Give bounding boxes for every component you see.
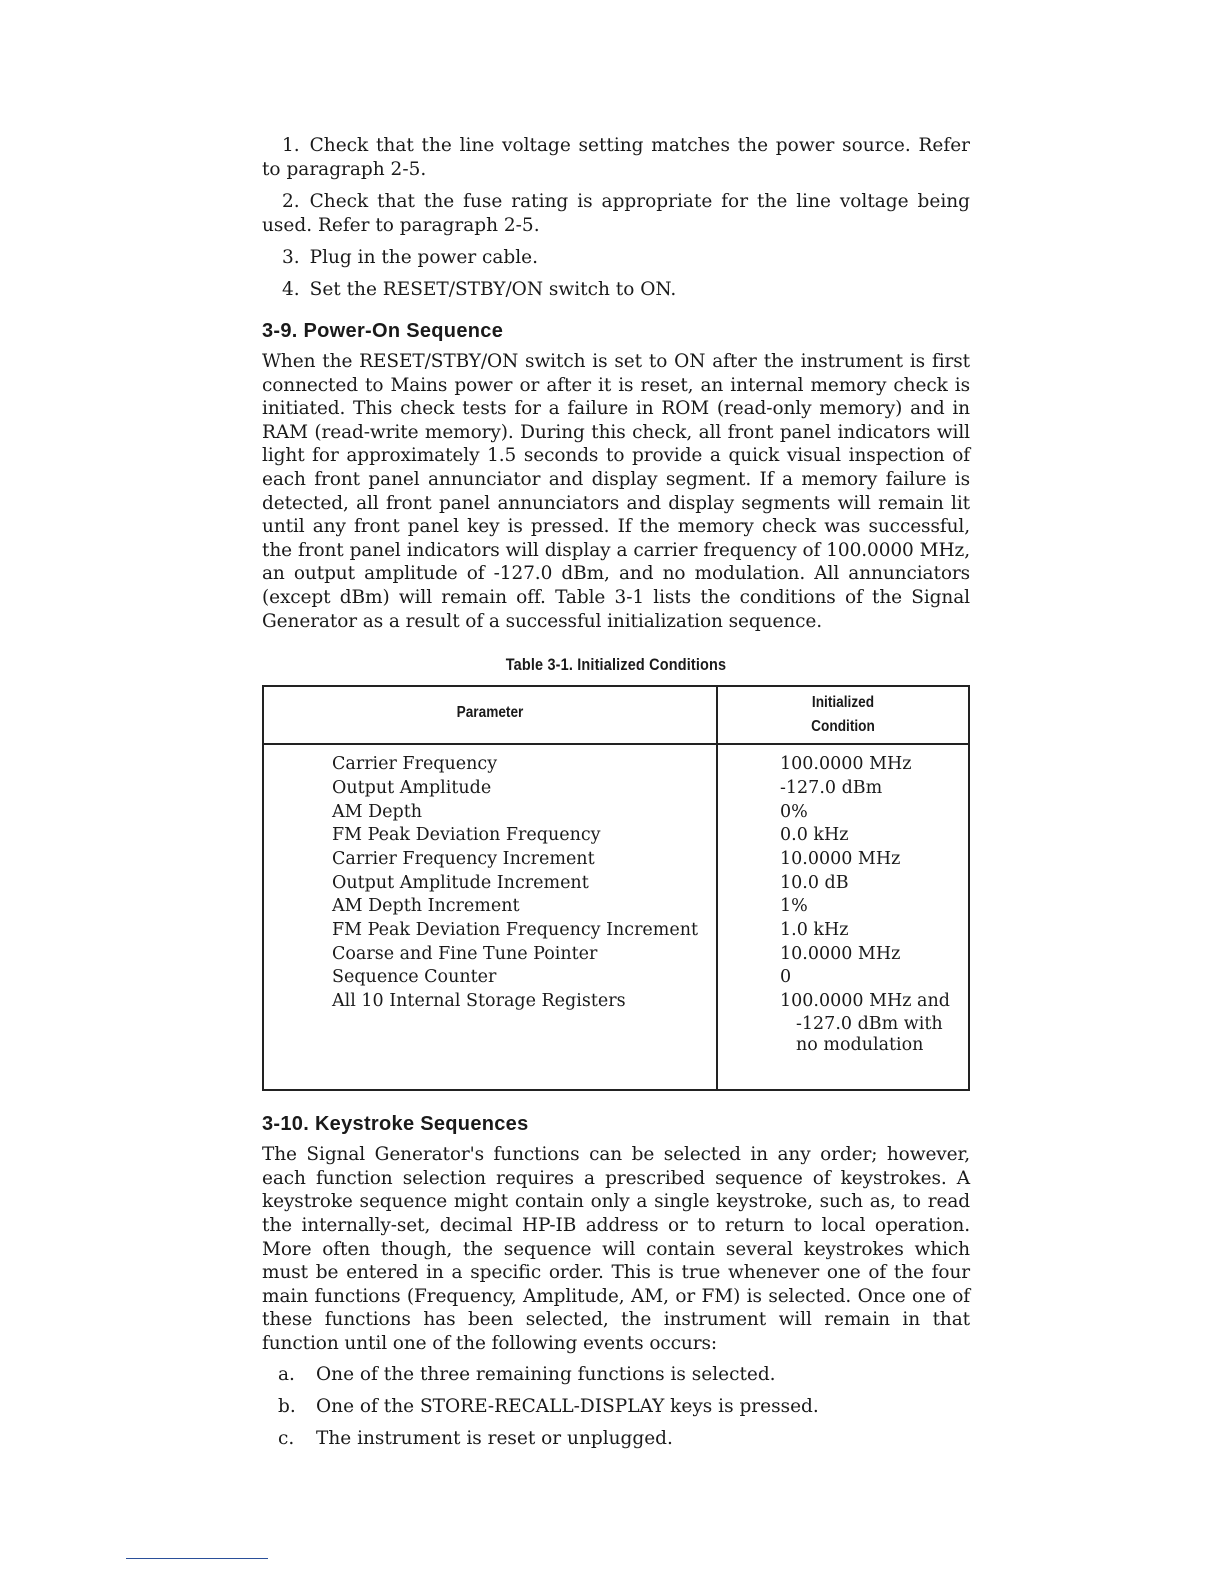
step-number: 3. [282,247,300,268]
section-body-keystroke: The Signal Generator's functions can be selected in any order; however, each function selection requires a prescribed sequence of keystrokes. A keystroke sequence might contain only a single keystroke, such as, to read the internally-set, decimal HP-IB address or to return to local operation. More often though, the sequence will contain several keystrokes which must be entered in a specific order. This is true whenever one of the four main functions (Frequency, Amplitude, AM, or FM) is selected. Once one of these functions has been selected, the instrument will remain in that function until one of the following events occurs: [262,1144,970,1354]
table-row-parameter: AM Depth [332,801,423,822]
event-b [262,1395,970,1419]
table-column-divider [716,687,718,1089]
step-number: 4. [282,279,300,300]
table-row-parameter: Output Amplitude [332,777,492,798]
table-row-parameter: FM Peak Deviation Frequency Increment [332,920,699,941]
step-1 [262,134,970,182]
step-4 [262,278,970,302]
header-condition-line-1: Initialized [811,694,875,712]
table-row-condition: 0.0 kHz [780,825,849,846]
footer-rule [126,1558,268,1559]
table-row-parameter: Sequence Counter [332,967,497,988]
condition-column [780,753,950,1057]
parameter-column [332,753,698,1014]
step-number: 2. [282,191,300,212]
event-letter: a. [278,1364,295,1386]
table-row-condition: 0 [780,967,792,988]
table-row-condition: 0% [780,801,808,822]
table-row-condition: 10.0 dB [780,872,849,893]
table-row-parameter: Carrier Frequency Increment [332,848,595,869]
table-row-condition: 100.0000 MHz [780,754,912,775]
table-row-condition: 10.0000 MHz [780,848,901,869]
initialized-conditions-table [262,685,970,1091]
header-condition [733,691,953,739]
section-heading-power-on: 3-9. Power-On Sequence [262,320,504,342]
event-letter: c. [278,1428,295,1450]
table-row-parameter: All 10 Internal Storage Registers [332,991,626,1012]
manual-page [262,134,970,1451]
event-letter: b. [278,1396,296,1418]
table-row-parameter: Carrier Frequency [332,754,498,775]
event-text: The instrument is reset or unplugged. [316,1428,673,1450]
section-heading-keystroke: 3-10. Keystroke Sequences [262,1113,529,1136]
table-row-condition: -127.0 dBm [780,777,883,798]
step-number: 1. [282,135,300,156]
step-text: Check that the fuse rating is appropriate for the line voltage being used. Refer to paragraph 2-5. [262,191,970,236]
table-row-condition: 10.0000 MHz [780,943,901,964]
step-text: Plug in the power cable. [309,247,539,268]
table-row-condition: 1% [780,896,808,917]
table-row-parameter: FM Peak Deviation Frequency [332,825,601,846]
event-c [262,1427,970,1451]
header-condition-line-2: Condition [811,718,875,736]
table-row-parameter: Output Amplitude Increment [332,872,589,893]
table-row-condition-cont: no modulation [796,1035,924,1056]
event-text: One of the three remaining functions is selected. [316,1364,776,1386]
step-3 [262,246,970,270]
step-text: Set the RESET/STBY/ON switch to ON. [309,279,677,300]
section-body-power-on: When the RESET/STBY/ON switch is set to ON after the instrument is first connected to Mains power or after it is reset, an internal memory check is initiated. This check tests for a failure in ROM (read-only memory) and in RAM (read-write memory). During this check, all front panel indicators will light for approximately 1.5 seconds to provide a quick visual inspection of each front panel annunciator and display segment. If a memory failure is detected, all front panel annunciators and display segments will remain lit until any front panel key is pressed. If the memory check was successful, the front panel indicators will display a carrier frequency of 100.0000 MHz, an output amplitude of -127.0 dBm, and no modulation. All annunciators (except dBm) will remain off. Table 3-1 lists the conditions of the Signal Generator as a result of a successful initialization sequence. [262,351,970,632]
table-caption: Table 3-1. Initialized Conditions [505,655,727,675]
step-2 [262,190,970,238]
event-a [262,1363,970,1387]
step-text: Check that the line voltage setting matches the power source. Refer to paragraph 2-5. [262,135,970,180]
table-row-parameter: AM Depth Increment [332,896,520,917]
table-row-condition-cont: -127.0 dBm with [796,1013,943,1034]
table-row-parameter: Coarse and Fine Tune Pointer [332,943,598,964]
table-header-divider [264,743,968,745]
table-row-condition: 100.0000 MHz and [780,991,950,1012]
event-text: One of the STORE-RECALL-DISPLAY keys is pressed. [316,1396,819,1418]
header-parameter: Parameter [456,704,524,722]
table-row-condition: 1.0 kHz [780,920,849,941]
